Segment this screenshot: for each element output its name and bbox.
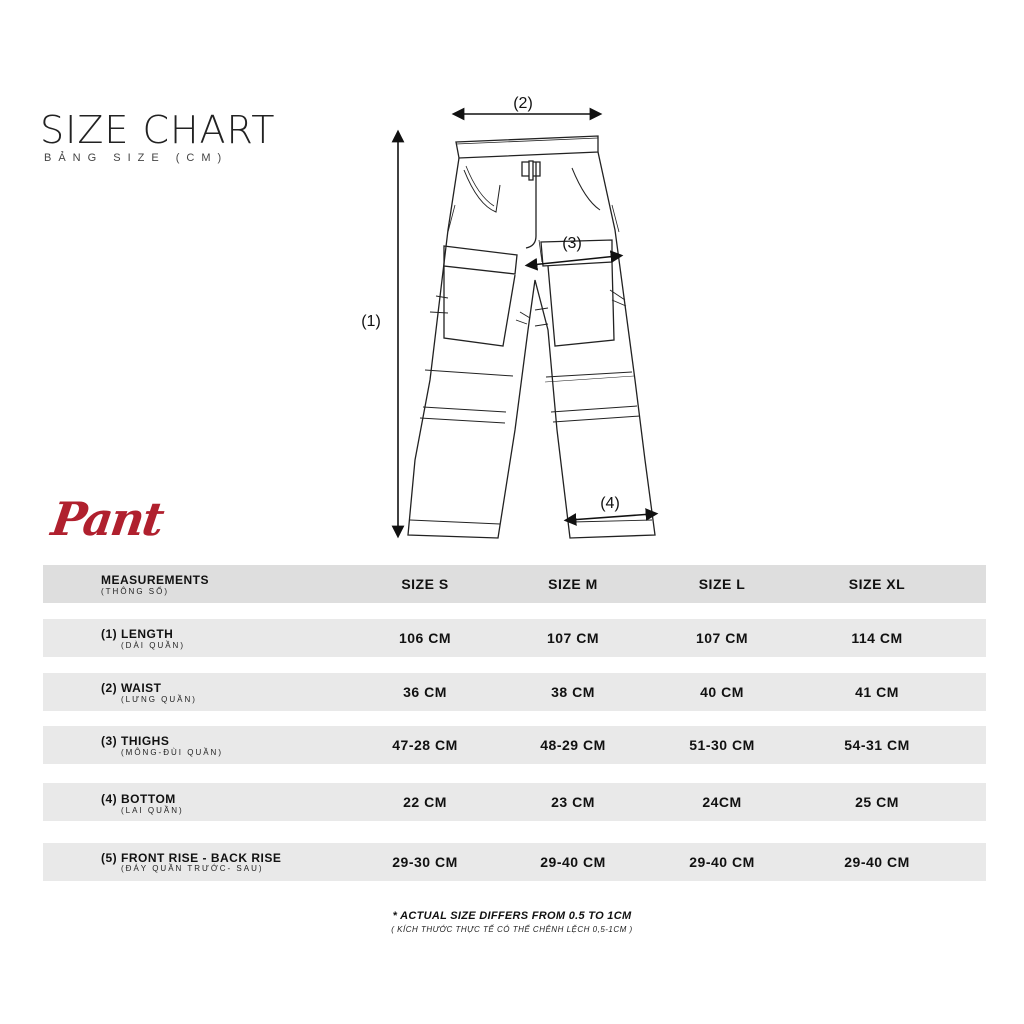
row-label: FRONT RISE - BACK RISE xyxy=(121,851,282,865)
table-row xyxy=(43,619,986,657)
header-size-xl: SIZE XL xyxy=(848,576,906,592)
table-header-row xyxy=(43,565,986,603)
cell-size-l: 29-40 CM xyxy=(689,854,755,870)
table-row xyxy=(43,673,986,711)
cell-size-m: 48-29 CM xyxy=(540,737,606,753)
cell-size-xl: 114 CM xyxy=(851,630,903,646)
label-waist: (2) xyxy=(513,95,533,112)
row-sublabel: (ĐÁY QUẦN TRƯỚC- SAU) xyxy=(121,864,264,873)
header-size-m: SIZE M xyxy=(548,576,598,592)
cell-size-s: 47-28 CM xyxy=(392,737,458,753)
cell-size-m: 107 CM xyxy=(546,630,600,646)
table-row xyxy=(43,843,986,881)
row-label: THIGHS xyxy=(121,734,170,748)
cell-size-l: 24CM xyxy=(702,794,742,810)
cell-size-m: 23 CM xyxy=(551,794,595,810)
label-bottom: (4) xyxy=(600,495,620,512)
cell-size-m: 38 CM xyxy=(551,684,595,700)
brand-logo: Pant xyxy=(48,492,166,546)
cell-size-s: 36 CM xyxy=(403,684,447,700)
row-sublabel: (MÔNG-ĐÙI QUẦN) xyxy=(121,748,223,757)
page-title: SIZE CHART xyxy=(40,108,276,152)
size-disclaimer-vn: ( KÍCH THƯỚC THỰC TẾ CÓ THỂ CHÊNH LỆCH 0,5-1CM ) xyxy=(391,925,633,934)
header-measurements: MEASUREMENTS xyxy=(101,573,210,587)
left-cargo-pocket xyxy=(444,246,517,274)
row-sublabel: (LƯNG QUẦN) xyxy=(121,695,197,704)
row-num: (2) xyxy=(101,681,118,695)
table-row xyxy=(43,783,986,821)
row-num: (5) xyxy=(101,851,118,865)
table-row xyxy=(43,726,986,764)
row-sublabel: (LAI QUẦN) xyxy=(121,806,184,815)
page-subtitle: BẢNG SIZE (CM) xyxy=(44,152,229,164)
cell-size-s: 106 CM xyxy=(398,630,452,646)
row-num: (1) xyxy=(101,627,118,641)
cell-size-xl: 54-31 CM xyxy=(844,737,910,753)
cell-size-s: 29-30 CM xyxy=(392,854,458,870)
pants-outline xyxy=(408,152,655,538)
row-sublabel: (DÀI QUẦN) xyxy=(121,641,185,650)
cell-size-xl: 29-40 CM xyxy=(844,854,910,870)
cell-size-xl: 25 CM xyxy=(855,794,899,810)
cell-size-s: 22 CM xyxy=(403,794,447,810)
header-size-s: SIZE S xyxy=(401,576,449,592)
cell-size-l: 51-30 CM xyxy=(689,737,755,753)
cell-size-l: 40 CM xyxy=(700,684,744,700)
row-label: BOTTOM xyxy=(121,792,176,806)
cell-size-m: 29-40 CM xyxy=(540,854,606,870)
label-thighs: (3) xyxy=(562,235,582,252)
cell-size-l: 107 CM xyxy=(695,630,749,646)
header-measurements-sub: (THÔNG SỐ) xyxy=(101,587,169,596)
size-disclaimer: * ACTUAL SIZE DIFFERS FROM 0.5 TO 1CM xyxy=(392,910,632,922)
header-size-l: SIZE L xyxy=(698,576,746,592)
row-label: LENGTH xyxy=(121,627,174,641)
row-num: (4) xyxy=(101,792,118,806)
cell-size-xl: 41 CM xyxy=(855,684,899,700)
row-label: WAIST xyxy=(121,681,162,695)
label-length: (1) xyxy=(361,313,381,330)
row-num: (3) xyxy=(101,734,118,748)
